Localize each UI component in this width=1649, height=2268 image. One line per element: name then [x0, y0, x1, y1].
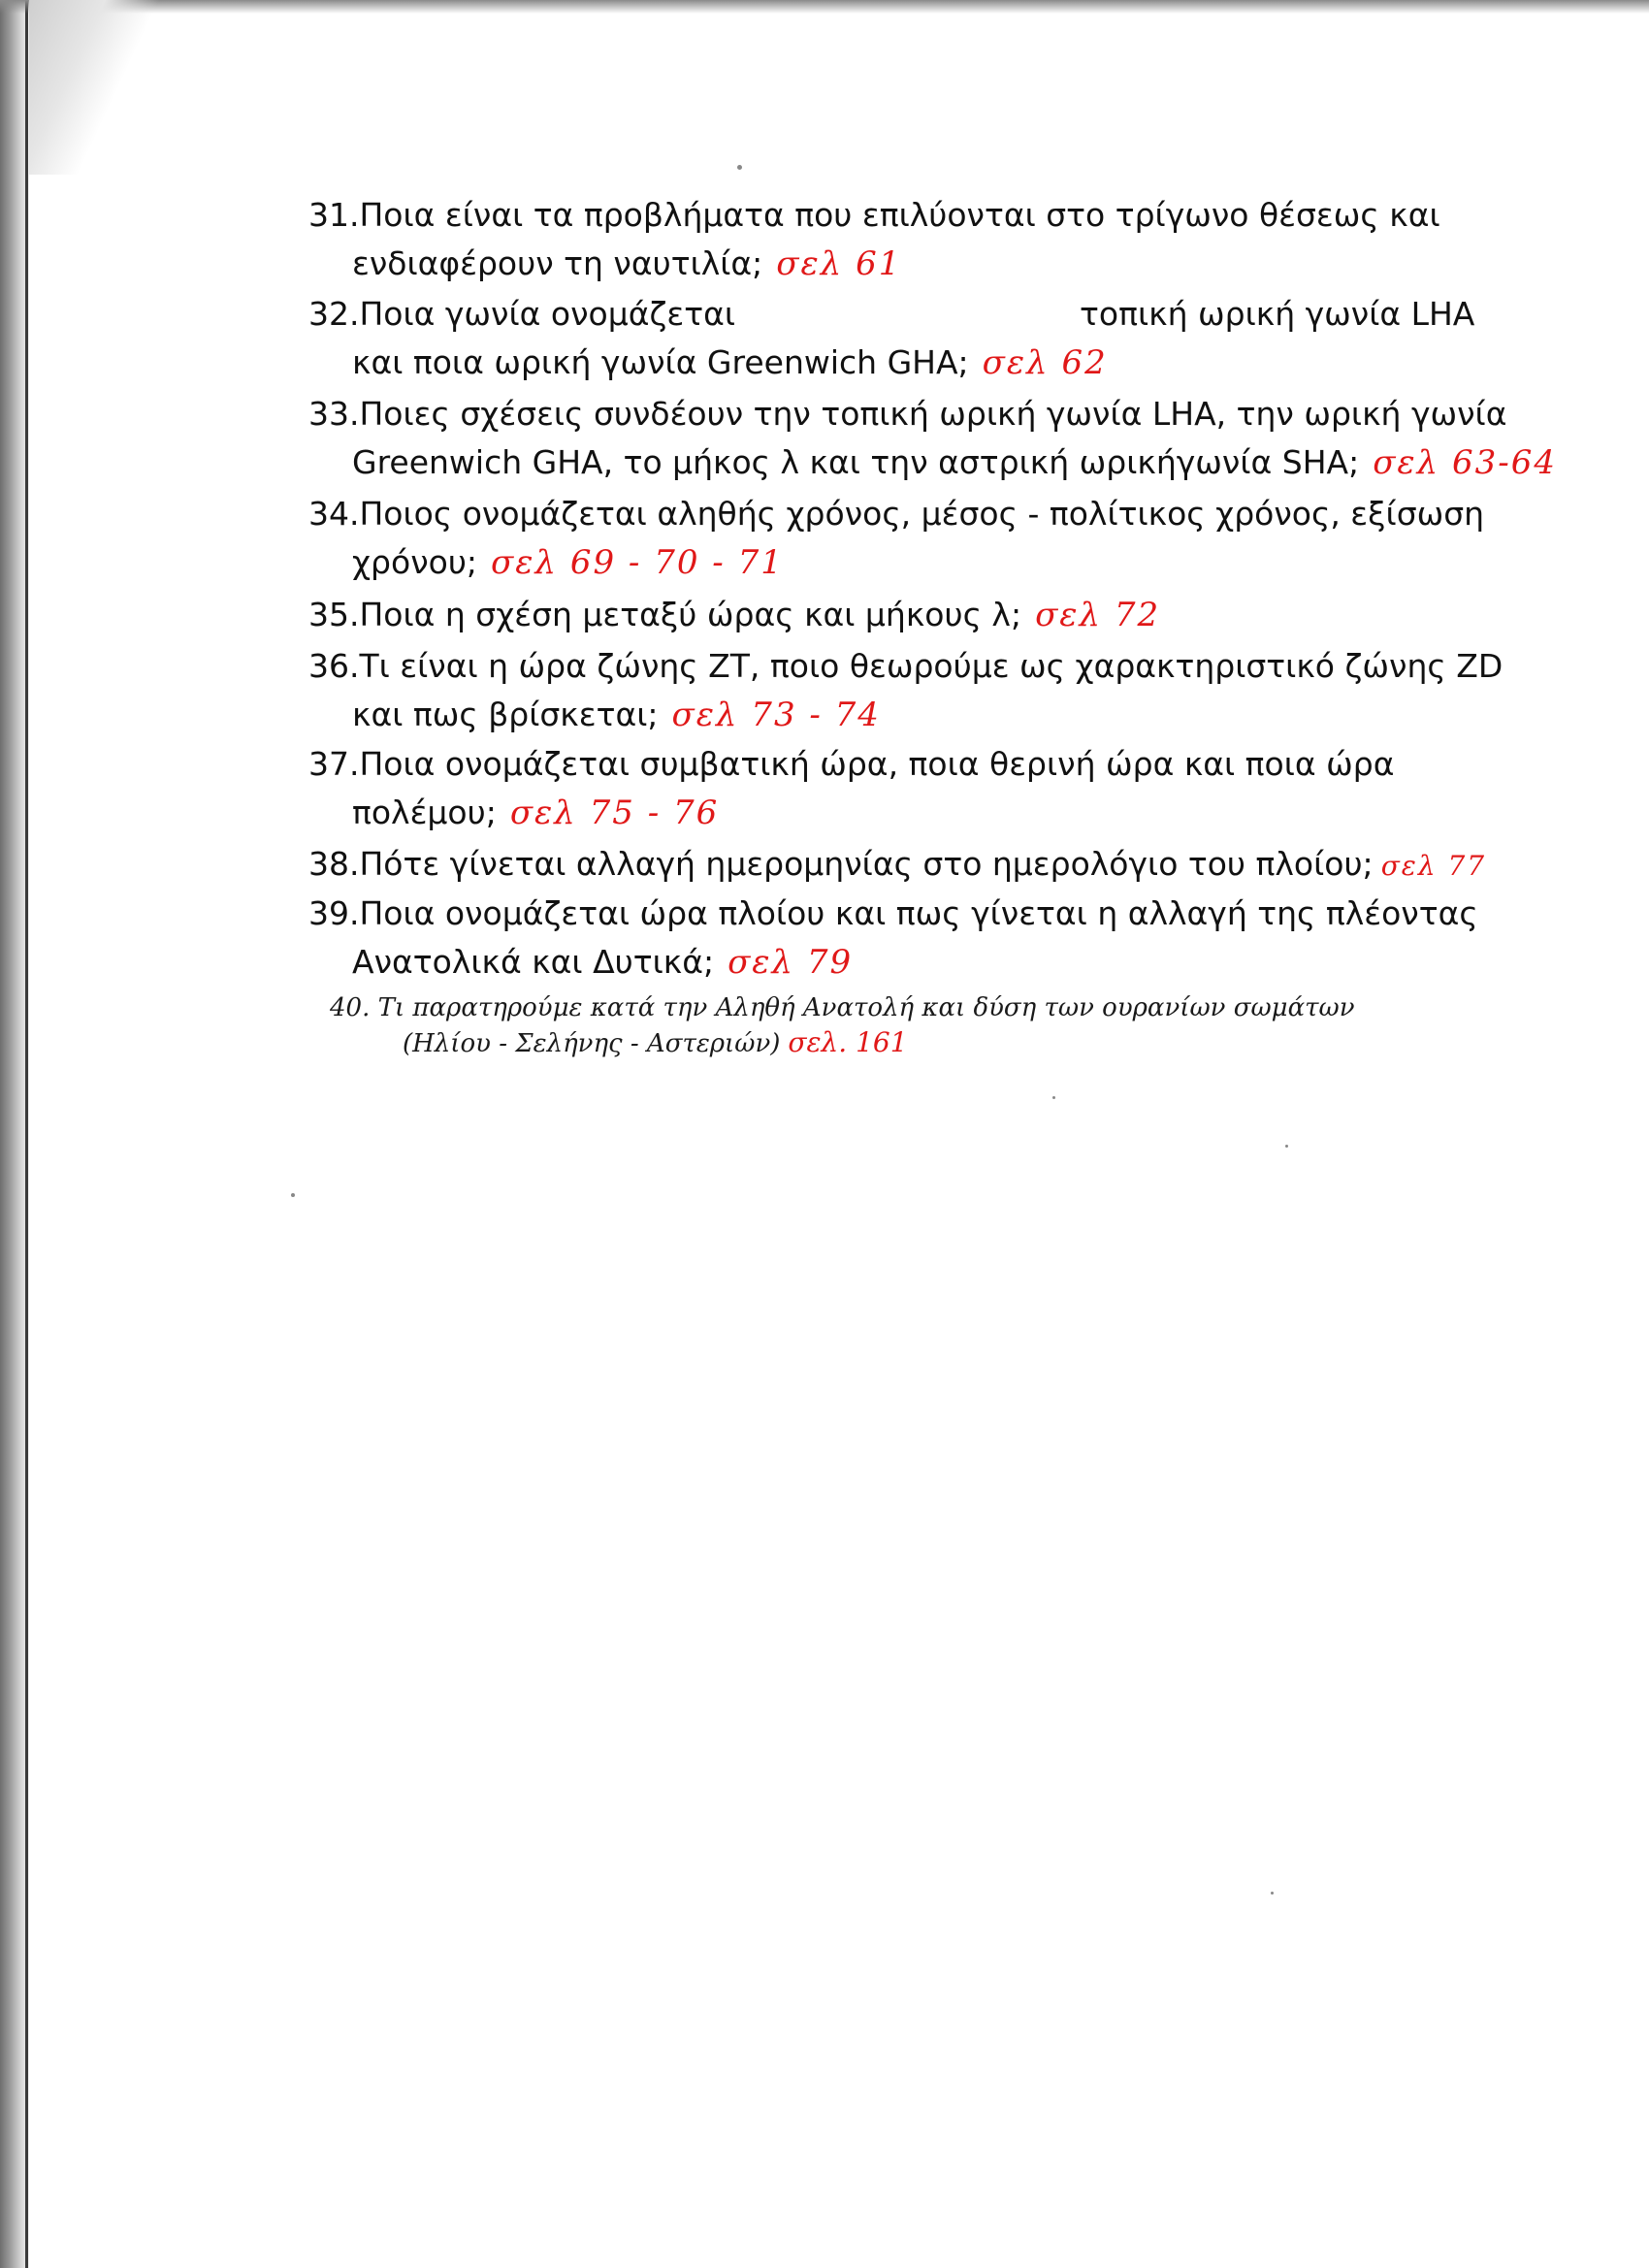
scan-speck [1271, 1892, 1274, 1895]
question-text: τοπική ωρική γωνία LHA [1080, 295, 1475, 333]
handwritten-question-40 [330, 993, 1355, 1022]
question-text: πολέμου; [352, 794, 497, 831]
question-number: 33. [308, 395, 360, 433]
question-number: 38. [308, 845, 360, 883]
handwritten-text: 40. Τι παρατηρούμε κατά την Αληθή Ανατολή και δύση των ουρανίων σωμάτων [330, 993, 1355, 1022]
page-reference: σελ 61 [776, 244, 902, 283]
page-reference: σελ 62 [982, 343, 1108, 382]
scan-top-shadow [0, 0, 1649, 14]
page-reference: σελ 79 [728, 943, 854, 982]
question-number: 37. [308, 745, 360, 783]
page-reference: σελ 77 [1380, 850, 1487, 882]
scan-speck [737, 165, 742, 170]
page-reference: σελ 75 - 76 [509, 794, 720, 832]
question-text: Ποια η σχέση μεταξύ ώρας και μήκους λ; [359, 596, 1022, 633]
question-33 [308, 390, 1557, 487]
handwritten-question-40-continued [403, 1026, 908, 1058]
question-text: Ποια είναι τα προβλήματα που επιλύονται στο τρίγωνο θέσεως και [359, 196, 1440, 234]
page-fold-shadow [29, 0, 165, 175]
question-number: 35. [308, 596, 360, 633]
question-number: 31. [308, 196, 360, 234]
scan-speck [291, 1193, 295, 1197]
question-text: και ποια ωρική γωνία Greenwich GHA; [352, 343, 969, 381]
question-text: Ποια ονομάζεται συμβατική ώρα, ποια θερινή ώρα και ποια ώρα [359, 745, 1395, 783]
question-number: 36. [308, 647, 360, 685]
question-text: και πως βρίσκεται; [352, 696, 659, 733]
question-text: Τι είναι η ώρα ζώνης ZT, ποιο θεωρούμε ως χαρακτηριστικό ζώνης ZD [359, 647, 1504, 685]
question-39 [308, 890, 1478, 987]
page-reference: σελ 69 - 70 - 71 [491, 543, 784, 582]
question-37 [308, 740, 1394, 837]
page-reference: σελ. 161 [788, 1026, 908, 1058]
question-text: Ποιες σχέσεις συνδέουν την τοπική ωρική γωνία LHA, την ωρική γωνία [359, 395, 1507, 433]
question-38 [308, 840, 1486, 891]
question-text: Ποια ονομάζεται ώρα πλοίου και πως γίνεται η αλλαγή της πλέοντας [359, 894, 1478, 932]
question-31 [308, 191, 1440, 288]
question-text: Ποιος ονομάζεται αληθής χρόνος, μέσος - πολίτικος χρόνος, εξίσωση [359, 495, 1485, 533]
question-36 [308, 642, 1503, 739]
question-text: ενδιαφέρουν τη ναυτιλία; [352, 244, 763, 282]
page-reference: σελ 72 [1035, 596, 1161, 634]
question-text: Ανατολικά και Δυτικά; [352, 943, 715, 981]
handwritten-text: (Ηλίου - Σελήνης - Αστεριών) [403, 1029, 781, 1058]
page-reference: σελ 63-64 [1373, 443, 1558, 482]
question-text: Greenwich GHA, το μήκος λ και την αστρική ωρικήγωνία SHA; [352, 443, 1360, 481]
question-text: Ποια γωνία ονομάζεται [359, 295, 736, 333]
question-text: Πότε γίνεται αλλαγή ημερομηνίας στο ημερολόγιο του πλοίου; [359, 845, 1374, 883]
question-number: 39. [308, 894, 360, 932]
question-text: χρόνου; [352, 543, 478, 581]
page-reference: σελ 73 - 74 [671, 696, 881, 734]
scan-speck [1285, 1145, 1288, 1148]
scan-left-edge [0, 0, 29, 2268]
redacted-area [735, 296, 1080, 325]
question-number: 32. [308, 295, 360, 333]
question-32 [308, 290, 1474, 387]
question-number: 34. [308, 495, 360, 533]
scan-speck [1052, 1096, 1055, 1099]
question-34 [308, 490, 1484, 587]
question-35 [308, 591, 1160, 639]
